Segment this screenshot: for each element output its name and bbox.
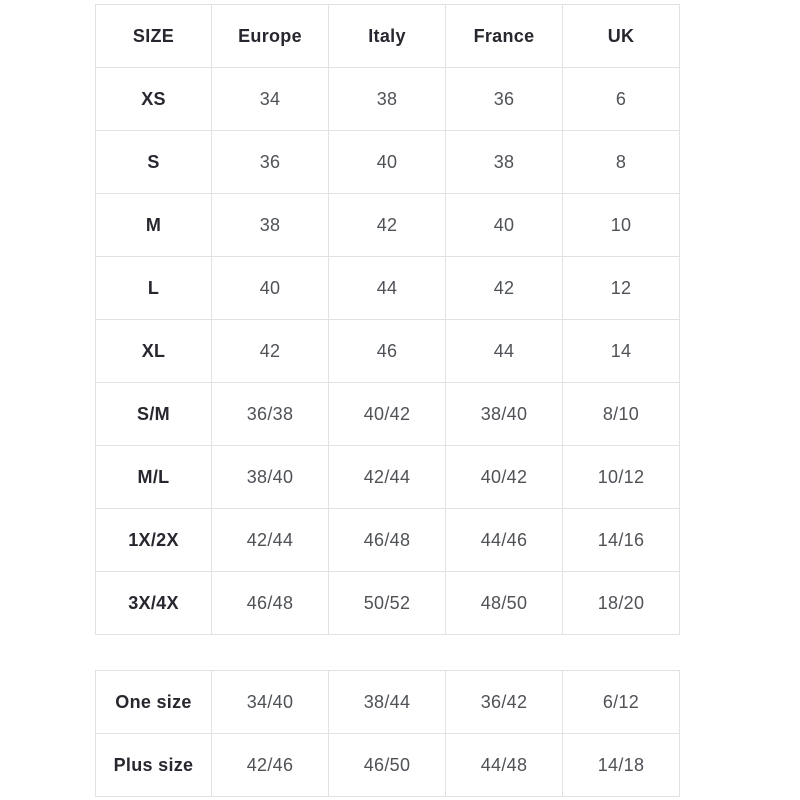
value-cell: 36	[446, 68, 563, 131]
value-cell: 36/42	[446, 671, 563, 734]
value-cell: 6	[563, 68, 680, 131]
size-label-cell: XS	[96, 68, 212, 131]
special-size-table-body	[96, 671, 680, 797]
value-cell: 12	[563, 257, 680, 320]
value-cell: 14/16	[563, 509, 680, 572]
value-cell: 46	[329, 320, 446, 383]
value-cell: 42/44	[329, 446, 446, 509]
value-cell: 14	[563, 320, 680, 383]
value-cell: 50/52	[329, 572, 446, 635]
value-cell: 38	[329, 68, 446, 131]
value-cell: 40	[329, 131, 446, 194]
header-cell-italy: Italy	[329, 5, 446, 68]
value-cell: 38/40	[446, 383, 563, 446]
size-table-body	[96, 68, 680, 635]
value-cell: 42/44	[212, 509, 329, 572]
value-cell: 42/46	[212, 734, 329, 797]
table-row	[96, 131, 680, 194]
size-conversion-table	[95, 4, 680, 635]
table-row	[96, 509, 680, 572]
table-row	[96, 572, 680, 635]
value-cell: 6/12	[563, 671, 680, 734]
value-cell: 38	[446, 131, 563, 194]
table-row	[96, 446, 680, 509]
table-row	[96, 734, 680, 797]
table-row	[96, 383, 680, 446]
value-cell: 10	[563, 194, 680, 257]
value-cell: 38/44	[329, 671, 446, 734]
value-cell: 40	[446, 194, 563, 257]
value-cell: 40/42	[329, 383, 446, 446]
value-cell: 46/48	[329, 509, 446, 572]
value-cell: 8	[563, 131, 680, 194]
value-cell: 42	[329, 194, 446, 257]
size-label-cell: XL	[96, 320, 212, 383]
size-label-cell: S/M	[96, 383, 212, 446]
size-label-cell: S	[96, 131, 212, 194]
value-cell: 36	[212, 131, 329, 194]
size-label-cell: Plus size	[96, 734, 212, 797]
value-cell: 44/48	[446, 734, 563, 797]
size-label-cell: L	[96, 257, 212, 320]
size-label-cell: M/L	[96, 446, 212, 509]
value-cell: 42	[446, 257, 563, 320]
value-cell: 46/50	[329, 734, 446, 797]
value-cell: 38/40	[212, 446, 329, 509]
value-cell: 48/50	[446, 572, 563, 635]
size-label-cell: One size	[96, 671, 212, 734]
size-label-cell: 1X/2X	[96, 509, 212, 572]
size-conversion-page	[95, 4, 680, 797]
table-row	[96, 671, 680, 734]
table-row	[96, 194, 680, 257]
header-cell-uk: UK	[563, 5, 680, 68]
value-cell: 10/12	[563, 446, 680, 509]
size-label-cell: 3X/4X	[96, 572, 212, 635]
header-cell-size: SIZE	[96, 5, 212, 68]
size-label-cell: M	[96, 194, 212, 257]
value-cell: 36/38	[212, 383, 329, 446]
value-cell: 18/20	[563, 572, 680, 635]
table-header-row	[96, 5, 680, 68]
header-cell-europe: Europe	[212, 5, 329, 68]
table-row	[96, 257, 680, 320]
value-cell: 46/48	[212, 572, 329, 635]
table-gap	[95, 635, 680, 670]
value-cell: 40/42	[446, 446, 563, 509]
value-cell: 44/46	[446, 509, 563, 572]
value-cell: 38	[212, 194, 329, 257]
header-cell-france: France	[446, 5, 563, 68]
table-row	[96, 68, 680, 131]
value-cell: 44	[329, 257, 446, 320]
value-cell: 8/10	[563, 383, 680, 446]
value-cell: 40	[212, 257, 329, 320]
value-cell: 34/40	[212, 671, 329, 734]
value-cell: 44	[446, 320, 563, 383]
table-row	[96, 320, 680, 383]
one-size-plus-size-table	[95, 670, 680, 797]
value-cell: 14/18	[563, 734, 680, 797]
value-cell: 42	[212, 320, 329, 383]
value-cell: 34	[212, 68, 329, 131]
